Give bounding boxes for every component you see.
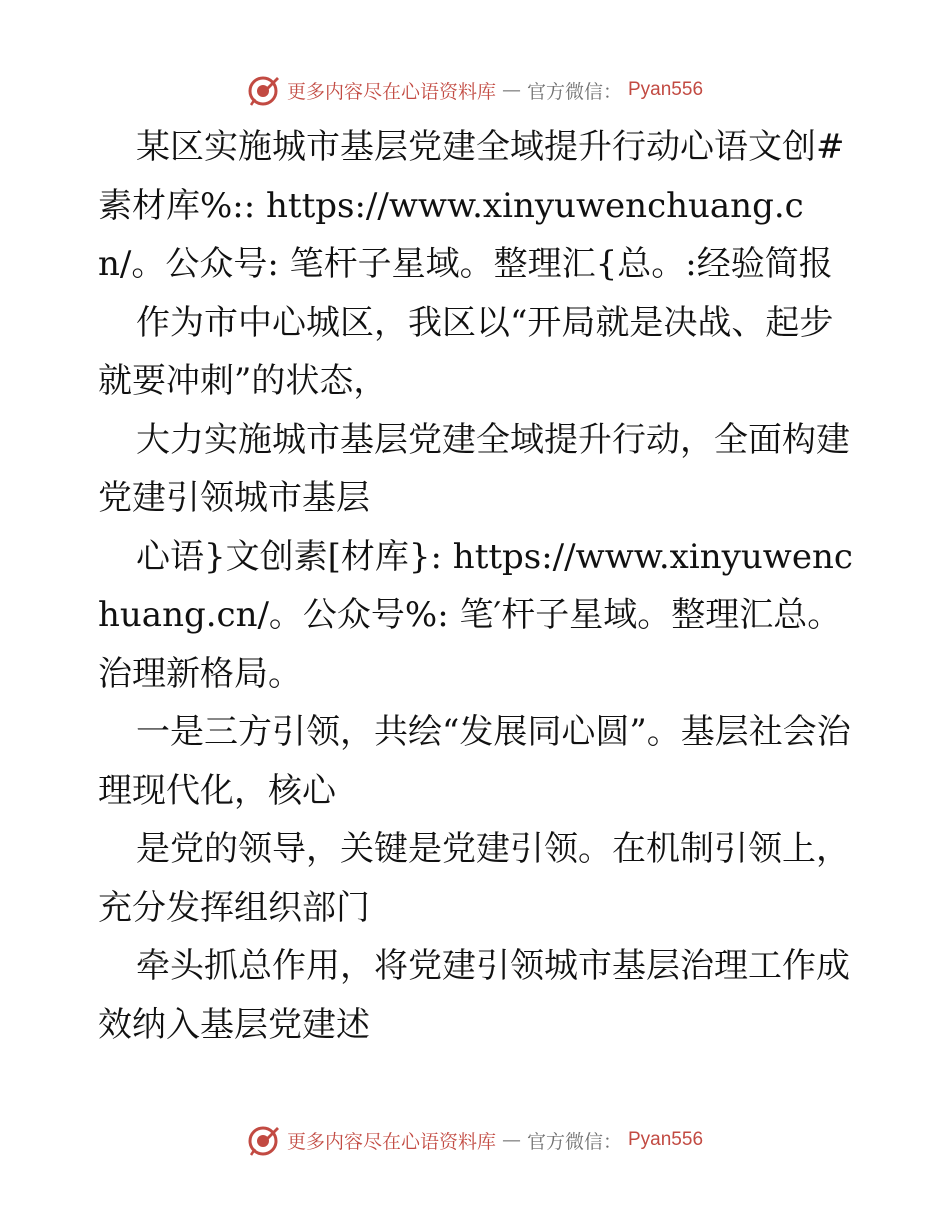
header-wechat-id: Pyan556 <box>628 79 704 100</box>
brand-logo-icon <box>247 1123 281 1157</box>
paragraph-7: 牵头抓总作用，将党建引领城市基层治理工作成效纳入基层党建述 <box>98 946 850 1045</box>
footer-banner-text: 更多内容尽在心语资料库 <box>286 1130 496 1153</box>
footer-wechat-label: 官方微信： <box>526 1130 622 1153</box>
footer-banner <box>0 1120 950 1160</box>
paragraph-5: 一是三方引领，共绘“发展同心圆”。基层社会治理现代化，核心 <box>98 712 851 811</box>
paragraph-2: 作为市中心城区，我区以“开局就是决战、起步就要冲刺”的状态， <box>98 302 834 401</box>
footer-wechat-id: Pyan556 <box>628 1129 704 1150</box>
header-banner-dash: — <box>501 79 521 101</box>
paragraph-3: 大力实施城市基层党建全域提升行动，全面构建党建引领城市基层 <box>98 419 850 518</box>
paragraph-1: 某区实施城市基层党建全域提升行动心语文创#素材库%:: https://www.xinyuwenchuang.cn/。公众号: 笔杆子星域。整理汇{总。:经验简报 <box>98 127 845 284</box>
document-body <box>98 118 858 1054</box>
paragraph-4: 心语}文创素[材库}: https://www.xinyuwenchuang.cn/。公众号%: 笔′杆子星域。整理汇总。治理新格局。 <box>98 536 853 694</box>
header-banner <box>0 70 950 110</box>
brand-logo-icon <box>247 73 281 107</box>
header-wechat-label: 官方微信： <box>526 80 622 103</box>
paragraph-6: 是党的领导，关键是党建引领。在机制引领上，充分发挥组织部门 <box>98 829 850 928</box>
footer-banner-dash: — <box>501 1129 521 1151</box>
header-banner-text: 更多内容尽在心语资料库 <box>286 80 496 103</box>
